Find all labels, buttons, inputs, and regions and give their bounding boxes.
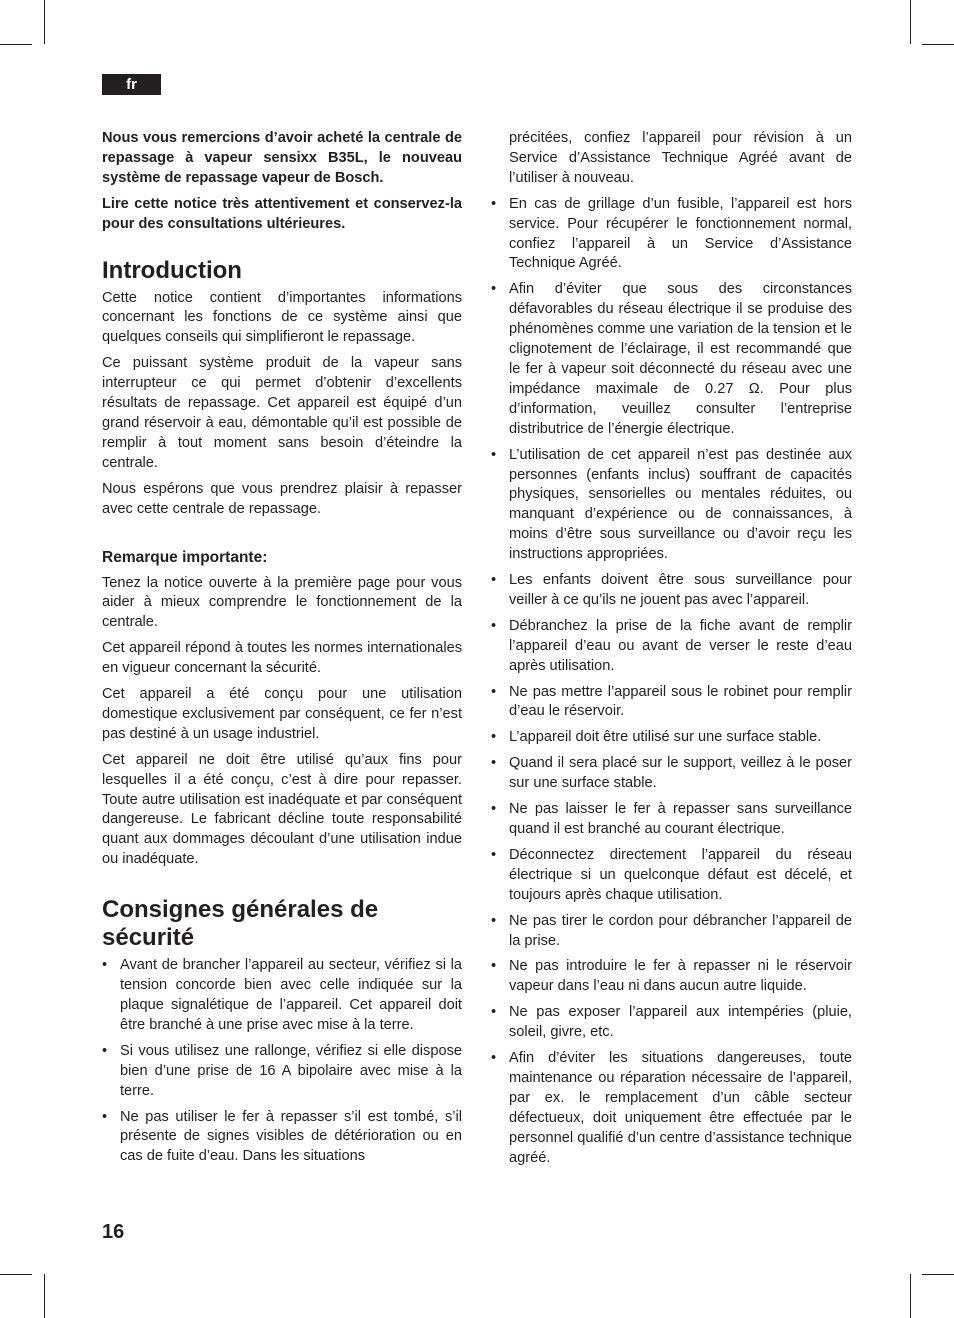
bullet-icon: • (102, 1108, 108, 1125)
list-item-text: Quand il sera placé sur le support, veillez à le poser sur une surface stable. (509, 755, 852, 792)
safety-list-left (102, 956, 462, 1167)
crop-mark (922, 44, 954, 45)
right-column (491, 129, 852, 1175)
list-item (102, 1042, 462, 1102)
bullet-icon: • (491, 755, 497, 772)
list-item-text: Ne pas introduire le fer à repasser ni le réservoir vapeur dans l’eau ni dans aucun autre liquide. (509, 958, 852, 995)
crop-mark (0, 44, 32, 45)
remarque-paragraph: Cet appareil a été conçu pour une utilisation domestique exclusivement par conséquent, ce fer n’est pas destiné à un usage industriel. (102, 686, 462, 742)
list-item (491, 846, 852, 906)
bullet-icon: • (491, 729, 497, 746)
intro-bold-paragraph: Nous vous remercions d’avoir acheté la centrale de repassage à vapeur sensixx B35L, le nouveau système de repassage vapeur de Bosch. (102, 130, 462, 186)
list-item (491, 195, 852, 275)
list-item-text: Ne pas tirer le cordon pour débrancher l’appareil de la prise. (509, 912, 852, 949)
list-item-text: L’utilisation de cet appareil n’est pas destinée aux personnes (enfants inclus) souffrant de capacités physiques, sensorielles ou mentales réduites, ou manquant d’expérience ou de connaissances, à moins d’être sous surveillance ou d’avoir reçu les instructions appropriées. (509, 446, 852, 563)
list-item-text: L’appareil doit être utilisé sur une surface stable. (509, 729, 822, 746)
remarque-heading: Remarque importante: (102, 548, 268, 566)
list-item-text: Déconnectez directement l’appareil du réseau électrique si un quelconque défaut est décelé, et toujours après chaque utilisation. (509, 846, 852, 903)
list-item (491, 912, 852, 952)
bullet-icon: • (491, 846, 497, 863)
list-item (491, 617, 852, 677)
list-item (491, 683, 852, 723)
bullet-icon: • (102, 1042, 108, 1059)
consignes-heading: Consignes générales de sécurité (102, 896, 379, 952)
bullet-icon: • (491, 195, 497, 212)
list-item-text: Si vous utilisez une rallonge, vérifiez si elle dispose bien d’une prise de 16 A bipolaire avec mise à la terre. (120, 1042, 462, 1099)
crop-mark (0, 1274, 32, 1275)
list-item (491, 957, 852, 997)
list-item (491, 1003, 852, 1043)
safety-list-right (491, 195, 852, 1169)
bullet-icon: • (491, 801, 497, 818)
list-item (491, 571, 852, 611)
bullet-icon: • (491, 683, 497, 700)
remarque-paragraph: Cet appareil répond à toutes les normes internationales en vigueur concernant la sécurité. (102, 640, 462, 677)
list-item-text: Ne pas laisser le fer à repasser sans surveillance quand il est branché au courant électrique. (509, 801, 852, 837)
bullet-icon: • (491, 446, 497, 463)
list-item (491, 754, 852, 794)
crop-mark (922, 1274, 954, 1275)
list-item-text: Afin d’éviter que sous des circonstances défavorables du réseau électrique il se produise des phénomènes comme une variation de la tension et le clignotement de l’éclairage, il est recommandé que le fer à vapeur soit déconnecté du réseau avec une impédance maximale de 0.27 Ω. Pour plus d’information, veuillez consulter l’entreprise distributrice de l’énergie électrique. (509, 281, 852, 437)
list-item-text: Afin d’éviter les situations dangereuses, toute maintenance ou réparation nécessaire de l’appareil, par ex. le remplacement d’un câble secteur défectueux, doit uniquement être effectuée par le personnel qualifié d’un centre d’assistance technique agréé. (509, 1050, 852, 1166)
list-item-text: Débranchez la prise de la fiche avant de remplir l’appareil d’eau ou avant de verser le reste d’eau après utilisation. (509, 617, 852, 674)
list-item (491, 728, 852, 748)
crop-mark (910, 0, 911, 44)
list-item (102, 956, 462, 1036)
bullet-icon: • (491, 958, 497, 975)
list-item-text: Ne pas utiliser le fer à repasser s’il est tombé, s’il présente de signes visibles de détérioration ou en cas de fuite d’eau. Dans les situations (120, 1108, 462, 1165)
bullet-icon: • (491, 1050, 497, 1067)
remarque-paragraph: Tenez la notice ouverte à la première page pour vous aider à mieux comprendre le fonctionnement de la centrale. (102, 574, 462, 631)
bullet-icon: • (491, 1004, 497, 1021)
introduction-paragraph: Cette notice contient d’importantes informations concernant les fonctions de ce système ainsi que quelques conseils qui simplifieront le repassage. (102, 289, 462, 346)
list-item-text: Ne pas exposer l’appareil aux intempéries (pluie, soleil, givre, etc. (509, 1004, 852, 1041)
list-item-text: Les enfants doivent être sous surveillance pour veiller à ce qu’ils ne jouent pas avec l’appareil. (509, 572, 852, 608)
remarque-paragraph: Cet appareil ne doit être utilisé qu’aux fins pour lesquelles il a été conçu, c’est à dire pour repasser. Toute autre utilisation est inadéquate et par conséquent dangereuse. Le fabricant décline toute responsabilité quant aux dommages découlant d’une utilisation indue ou inadéquate. (102, 751, 462, 868)
bullet-icon: • (491, 912, 497, 929)
intro-bold-paragraph: Lire cette notice très attentivement et conservez-la pour des consultations ultérieures. (102, 195, 462, 232)
introduction-paragraph: Ce puissant système produit de la vapeur sans interrupteur ce qui permet d’obtenir d’excellents résultats de repassage. Cet appareil est équipé d’un grand réservoir à eau, démontable qu’il est possible de remplir à tout moment sans besoin d’éteindre la centrale. (102, 355, 462, 471)
list-item (491, 446, 852, 565)
bullet-icon: • (102, 957, 108, 974)
bullet-icon: • (491, 281, 497, 298)
list-item-text: Ne pas mettre l’appareil sous le robinet pour remplir d’eau le réservoir. (509, 683, 852, 720)
crop-mark (910, 1274, 911, 1318)
list-item (102, 1108, 462, 1168)
list-item (491, 800, 852, 840)
bullet-icon: • (491, 617, 497, 634)
list-item-text: En cas de grillage d’un fusible, l’appareil est hors service. Pour récupérer le fonctionnement normal, confiez l’appareil à un Service d’Assistance Technique Agréé. (509, 195, 852, 272)
page-number: 16 (102, 1221, 125, 1243)
crop-mark (44, 0, 45, 44)
list-item (491, 1049, 852, 1168)
bullet-icon: • (491, 572, 497, 589)
crop-mark (44, 1274, 45, 1318)
introduction-paragraph: Nous espérons que vous prendrez plaisir à repasser avec cette centrale de repassage. (102, 480, 462, 517)
introduction-heading: Introduction (102, 256, 242, 284)
left-column (102, 129, 462, 1173)
list-item-continuation: précitées, confiez l’appareil pour révision à un Service d’Assistance Technique Agréé avant de l’utiliser à nouveau. (509, 130, 852, 186)
language-tab: fr (102, 74, 161, 95)
list-item-text: Avant de brancher l’appareil au secteur, vérifiez si la tension concorde bien avec celle indiquée sur la plaque signalétique de l’appareil. Cet appareil doit être branché à une prise avec mise à la terre. (120, 957, 462, 1033)
list-item (491, 280, 852, 439)
